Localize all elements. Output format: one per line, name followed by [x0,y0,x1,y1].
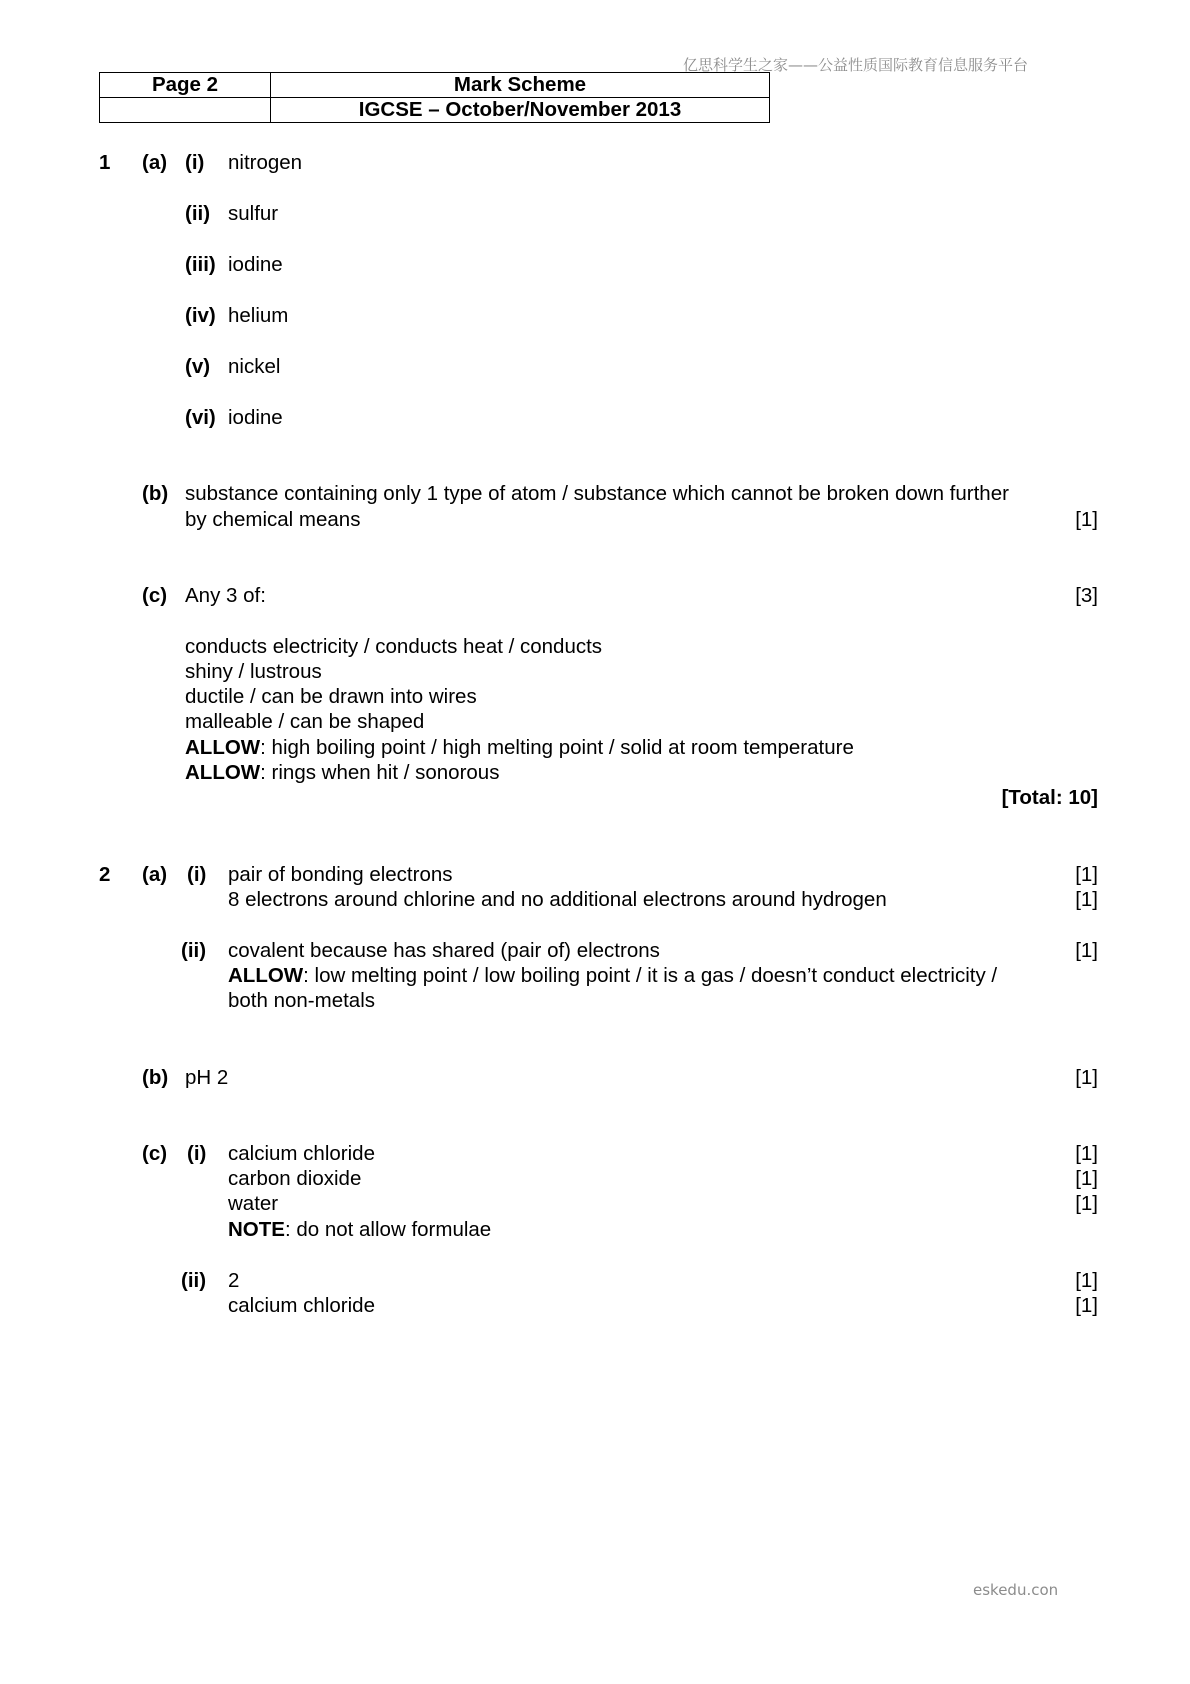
q2a-ii-allow [228,964,997,988]
q2a-label: (a) [142,863,168,886]
q2c-ii-mark: [1] [1075,1294,1098,1317]
q2c-label: (c) [142,1142,168,1165]
q1b-mark: [1] [1075,508,1098,531]
allow-label: ALLOW [228,964,304,987]
doc-title: Mark Scheme [271,73,770,98]
q2c-ii-mark: [1] [1075,1269,1098,1292]
q2a-i-line1: pair of bonding electrons [228,863,453,886]
q1c-allow-1 [185,736,854,760]
q1a-vi-label: (vi) [185,406,216,429]
q2c-i-mark: [1] [1075,1167,1098,1190]
q2a-i-label: (i) [187,863,207,886]
q2a-i-line2: 8 electrons around chlorine and no additional electrons around hydrogen [228,888,887,911]
page-label: Page 2 [100,73,271,98]
q1b-line2: by chemical means [185,508,361,531]
q2c-i-line: carbon dioxide [228,1167,362,1190]
q1a-i-label: (i) [185,151,205,174]
q2a-ii-label: (ii) [181,939,207,962]
q1c-line: shiny / lustrous [185,660,322,683]
q1c-mark: [3] [1075,584,1098,607]
q1c-intro: Any 3 of: [185,584,266,607]
q1b-line1: substance containing only 1 type of atom / substance which cannot be broken down further [185,482,1009,505]
q2c-i-mark: [1] [1075,1192,1098,1215]
q2c-i-line: calcium chloride [228,1142,375,1165]
q1a-iv-label: (iv) [185,304,216,327]
q1-total: [Total: 10] [1001,786,1098,809]
q2a-ii-line1: covalent because has shared (pair of) electrons [228,939,660,962]
q2a-ii-line3: both non-metals [228,989,376,1012]
allow-text: : rings when hit / sonorous [260,761,500,784]
q2a-i-mark1: [1] [1075,863,1098,886]
q2c-i-label: (i) [187,1142,207,1165]
allow-text: : low melting point / low boiling point / it is a gas / doesn’t conduct electricity / [303,964,998,987]
q1a-ii-answer: sulfur [228,202,279,225]
q1c-line: malleable / can be shaped [185,710,425,733]
q1a-iii-answer: iodine [228,253,283,276]
q1-number: 1 [99,151,111,174]
q2c-ii-line: 2 [228,1269,240,1292]
q1a-iii-label: (iii) [185,253,216,276]
q1c-allow-2 [185,761,499,785]
watermark-top: 亿思科学生之家——公益性质国际教育信息服务平台 [683,56,1029,74]
header-table [99,72,770,123]
q2c-ii-label: (ii) [181,1269,207,1292]
q2a-i-mark2: [1] [1075,888,1098,911]
allow-text: : high boiling point / high melting point / solid at room temperature [260,736,854,759]
watermark-bottom: eskedu.con [973,1581,1059,1599]
q1c-label: (c) [142,584,168,607]
q2c-i-line: water [228,1192,279,1215]
q1b-label: (b) [142,482,169,505]
q1a-ii-label: (ii) [185,202,211,225]
q2b-label: (b) [142,1066,169,1089]
header-empty-cell [100,98,271,123]
q1a-v-answer: nickel [228,355,281,378]
q1a-i-answer: nitrogen [228,151,303,174]
q2-number: 2 [99,863,111,886]
q2a-ii-mark1: [1] [1075,939,1098,962]
exam-title: IGCSE – October/November 2013 [271,98,770,123]
q1a-iv-answer: helium [228,304,289,327]
note-text: : do not allow formulae [284,1218,492,1241]
allow-label: ALLOW [185,736,261,759]
q2c-i-mark: [1] [1075,1142,1098,1165]
q2c-ii-line: calcium chloride [228,1294,375,1317]
q1c-line: conducts electricity / conducts heat / conducts [185,635,603,658]
q1a-v-label: (v) [185,355,211,378]
note-label: NOTE [228,1218,285,1241]
q2c-note [228,1218,491,1242]
q1a-vi-answer: iodine [228,406,283,429]
q2b-mark: [1] [1075,1066,1098,1089]
allow-label: ALLOW [185,761,261,784]
q2b-answer: pH 2 [185,1066,229,1089]
q1c-line: ductile / can be drawn into wires [185,685,477,708]
q1a-label: (a) [142,151,168,174]
